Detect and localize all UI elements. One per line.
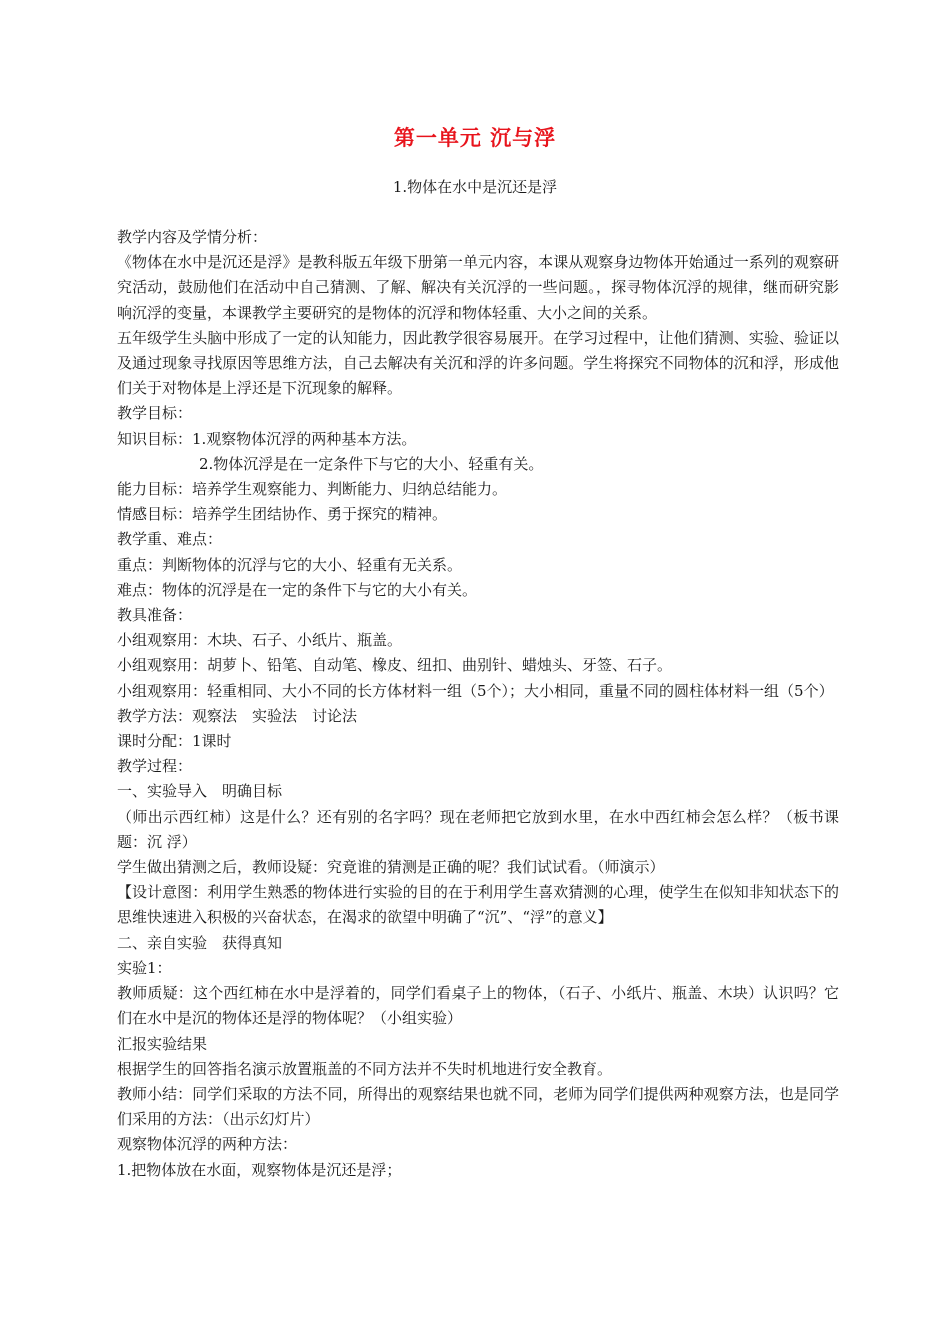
paragraph: 根据学生的回答指名演示放置瓶盖的不同方法并不失时机地进行安全教育。 [117,1059,613,1078]
document-body [117,225,839,1183]
paragraph: 观察物体沉浮的两种方法： [117,1135,298,1154]
paragraph: 小组观察用：木块、石子、小纸片、瓶盖。 [117,631,403,650]
paragraph: 1.把物体放在水面，观察物体是沉还是浮； [117,1160,402,1179]
paragraph: 实验1： [117,958,172,977]
paragraph: 《物体在水中是沉还是浮》是教科版五年级下册第一单元内容，本课从观察身边物体开始通过一系列的观察研究活动，鼓励他们在活动中自己猜测、了解、解决有关沉浮的一些问题。，探寻物体沉浮的规律，继而研究影响沉浮的变量，本课教学主要研究的是物体的沉浮和物体轻重、大小之间的关系。 [117,253,839,322]
section-heading: 教具准备： [117,606,193,625]
paragraph: 汇报实验结果 [117,1034,208,1053]
paragraph: 能力目标：培养学生观察能力、判断能力、归纳总结能力。 [117,480,508,499]
paragraph: 教学方法：观察法 实验法 讨论法 [117,706,358,725]
unit-title: 第一单元 沉与浮 [393,126,557,150]
paragraph: 学生做出猜测之后，教师设疑：究竟谁的猜测是正确的呢？我们试试看。（师演示） [117,858,665,877]
section-heading: 教学内容及学情分析： [117,228,268,246]
paragraph: 五年级学生头脑中形成了一定的认知能力，因此教学很容易展开。在学习过程中，让他们猜测、实验、验证以及通过现象寻找原因等思维方法，自己去解决有关沉和浮的许多问题。学生将探究不同物体的沉和浮，形成他们关于对物体是上浮还是下沉现象的解释。 [117,328,839,398]
paragraph: 【设计意图：利用学生熟悉的物体进行实验的目的在于利用学生喜欢猜测的心理，使学生在似知非知状态下的思维快速进入积极的兴奋状态，在渴求的欲望中明确了“沉”、“浮”的意义】 [117,883,839,927]
paragraph: 一、实验导入 明确目标 [117,782,283,801]
lesson-title: 1.物体在水中是沉还是浮 [392,178,558,196]
paragraph: 知识目标：1.观察物体沉浮的两种基本方法。 [117,429,417,448]
paragraph: 小组观察用：胡萝卜、铅笔、自动笔、橡皮、纽扣、曲别针、蜡烛头、牙签、石子。 [117,656,673,675]
paragraph: （师出示西红柿）这是什么？还有别的名字吗？现在老师把它放到水里，在水中西红柿会怎么样？（板书课题：沉 浮） [117,807,839,851]
paragraph: 教师小结：同学们采取的方法不同，所得出的观察结果也就不同，老师为同学们提供两种观察方法，也是同学们采用的方法：（出示幻灯片） [117,1084,839,1129]
section-heading: 教学重、难点： [117,530,223,549]
paragraph: 重点：判断物体的沉浮与它的大小、轻重有无关系。 [117,555,463,574]
paragraph: 2.物体沉浮是在一定条件下与它的大小、轻重有关。 [199,454,544,473]
paragraph: 小组观察用：轻重相同、大小不同的长方体材料一组（5个）；大小相同，重量不同的圆柱体材料一组（5个） [117,681,834,700]
paragraph: 课时分配：1课时 [117,732,232,751]
paragraph: 情感目标：培养学生团结协作、勇于探究的精神。 [117,505,448,524]
section-heading: 教学目标： [117,404,193,423]
paragraph: 难点：物体的沉浮是在一定的条件下与它的大小有关。 [117,580,478,599]
paragraph: 教师质疑：这个西红柿在水中是浮着的，同学们看桌子上的物体，（石子、小纸片、瓶盖、木块）认识吗？它们在水中是沉的物体还是浮的物体呢？（小组实验） [117,984,839,1028]
paragraph: 二、亲自实验 获得真知 [117,933,283,952]
section-heading: 教学过程： [117,757,193,776]
